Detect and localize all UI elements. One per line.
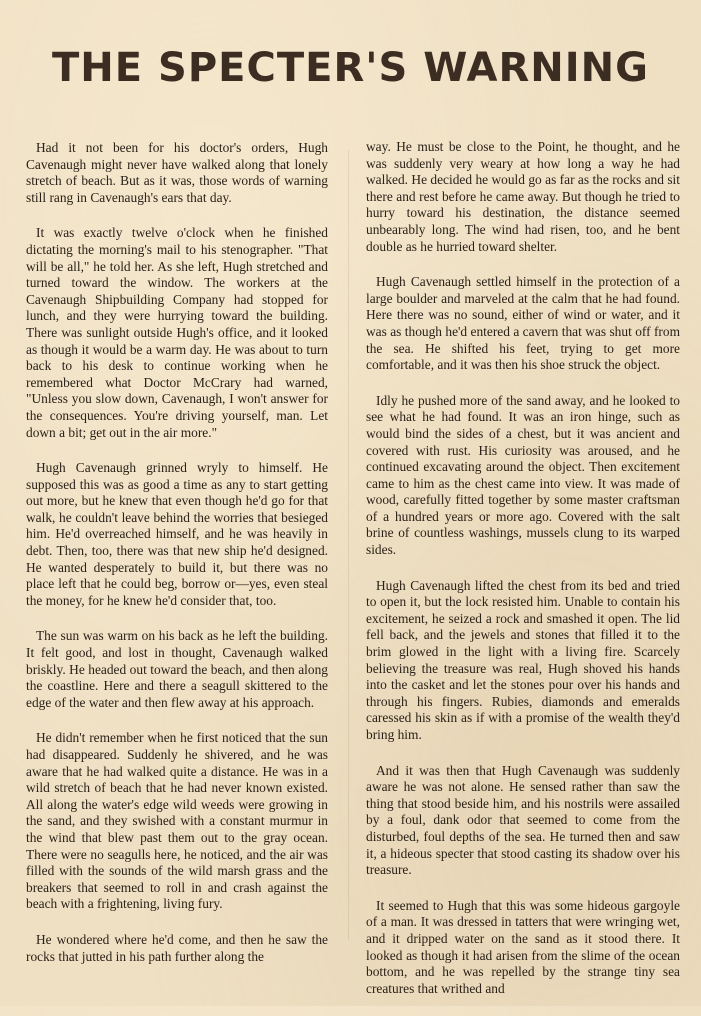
- left-column: [26, 140, 328, 984]
- paragraph: He wondered where he'd come, and then he saw the rocks that jutted in his path further along the: [26, 931, 328, 964]
- paragraph: Hugh Cavenaugh grinned wryly to himself. He supposed this was as good a time as any to start getting out more, but he knew that even though he'd go for that walk, he couldn't leave behind the worries that besieged him. He'd overreached himself, and he was heavily in debt. Then, too, there was that new ship he'd designed. He wanted desperately to build it, but there was no place left that he could beg, borrow or—yes, even steal the money, for he knew he'd consider that, too.: [26, 460, 328, 608]
- paragraph: Idly he pushed more of the sand away, and he looked to see what he had found. It was an iron hinge, such as would bind the sides of a chest, but it was ancient and covered with rust. His curiosity was aroused, and he continued excavating around the object. Then excitement came to him as the chest came into view. It was made of wood, carefully fitted together by some master craftsman of a hundred years or more ago. Covered with the salt brine of countless washings, mussels clung to its warped sides.: [366, 392, 680, 558]
- paragraph: And it was then that Hugh Cavenaugh was suddenly aware he was not alone. He sensed rather than saw the thing that stood beside him, and his nostrils were assailed by a foul, dank odor that seemed to come from the disturbed, foul depths of the sea. He turned then and saw it, a hideous specter that stood casting its shadow over his treasure.: [366, 762, 680, 878]
- paragraph: It was exactly twelve o'clock when he finished dictating the morning's mail to his stenographer. "That will be all," he told her. As she left, Hugh stretched and turned toward the window. The workers at the Cavenaugh Shipbuilding Company had stopped for lunch, and they were hurrying toward the building. There was sunlight outside Hugh's office, and it looked as though it would be a warm day. He was about to turn back to his desk to continue working when he remembered what Doctor McCrary had warned, "Unless you slow down, Cavenaugh, I won't answer for the consequences. You're driving yourself, man. Let down a bit; get out in the air more.": [26, 225, 328, 440]
- paragraph: It seemed to Hugh that this was some hideous gargoyle of a man. It was dressed in tatters that were wringing wet, and it dripped water on the sand as it stood there. It looked as though it had arisen from the slime of the ocean bottom, and he was repelled by the strange tiny sea creatures that writhed and: [366, 897, 680, 996]
- column-divider: [348, 150, 349, 940]
- paragraph: Hugh Cavenaugh settled himself in the protection of a large boulder and marveled at the calm that he had found. Here there was no sound, either of wind or water, and it was as though he'd entered a cavern that was shut off from the sea. He shifted his feet, trying to get more comfortable, and it was then his shoe struck the object.: [366, 274, 680, 373]
- paragraph: Hugh Cavenaugh lifted the chest from its bed and tried to open it, but the lock resisted him. Unable to contain his excitement, he seized a rock and smashed it open. The lid fell back, and the jewels and stones that filled it to the brim glowed in the light with a living fire. Scarcely believing the treasure was real, Hugh shoved his hands into the casket and let the stones pour over his hands and through his fingers. Rubies, diamonds and emeralds caressed his skin as if with a promise of the wealth they'd bring him.: [366, 577, 680, 742]
- paragraph: He didn't remember when he first noticed that the sun had disappeared. Suddenly he shivered, and he was aware that he had walked quite a distance. He was in a wild stretch of beach that he had never known existed. All along the water's edge wild weeds were growing in the sand, and they swished with a constant murmur in the wind that blew past them out to the gray ocean. There were no seagulls here, he noticed, and the air was filled with the sounds of the wild marsh grass and the breakers that seemed to roll in and crash against the beach with a frightening, living fury.: [26, 730, 328, 912]
- paragraph: The sun was warm on his back as he left the building. It felt good, and lost in thought, Cavenaugh walked briskly. He headed out toward the beach, and then along the coastline. Here and there a seagull skittered to the edge of the water and then flew away at his approach.: [26, 628, 328, 710]
- paragraph: way. He must be close to the Point, he thought, and he was suddenly very weary at how long a way he had walked. He decided he would go as far as the rocks and sit there and rest before he came away. But though he tried to hurry toward his destination, the distance seemed unbearably long. The wind had risen, too, and he bent double as he hurried toward shelter.: [366, 139, 680, 254]
- paragraph: Had it not been for his doctor's orders, Hugh Cavenaugh might never have walked along that lonely stretch of beach. But as it was, those words of warning still rang in Cavenaugh's ears that day.: [26, 140, 328, 205]
- story-title: THE SPECTER'S WARNING: [52, 45, 649, 91]
- right-column: [366, 139, 680, 1016]
